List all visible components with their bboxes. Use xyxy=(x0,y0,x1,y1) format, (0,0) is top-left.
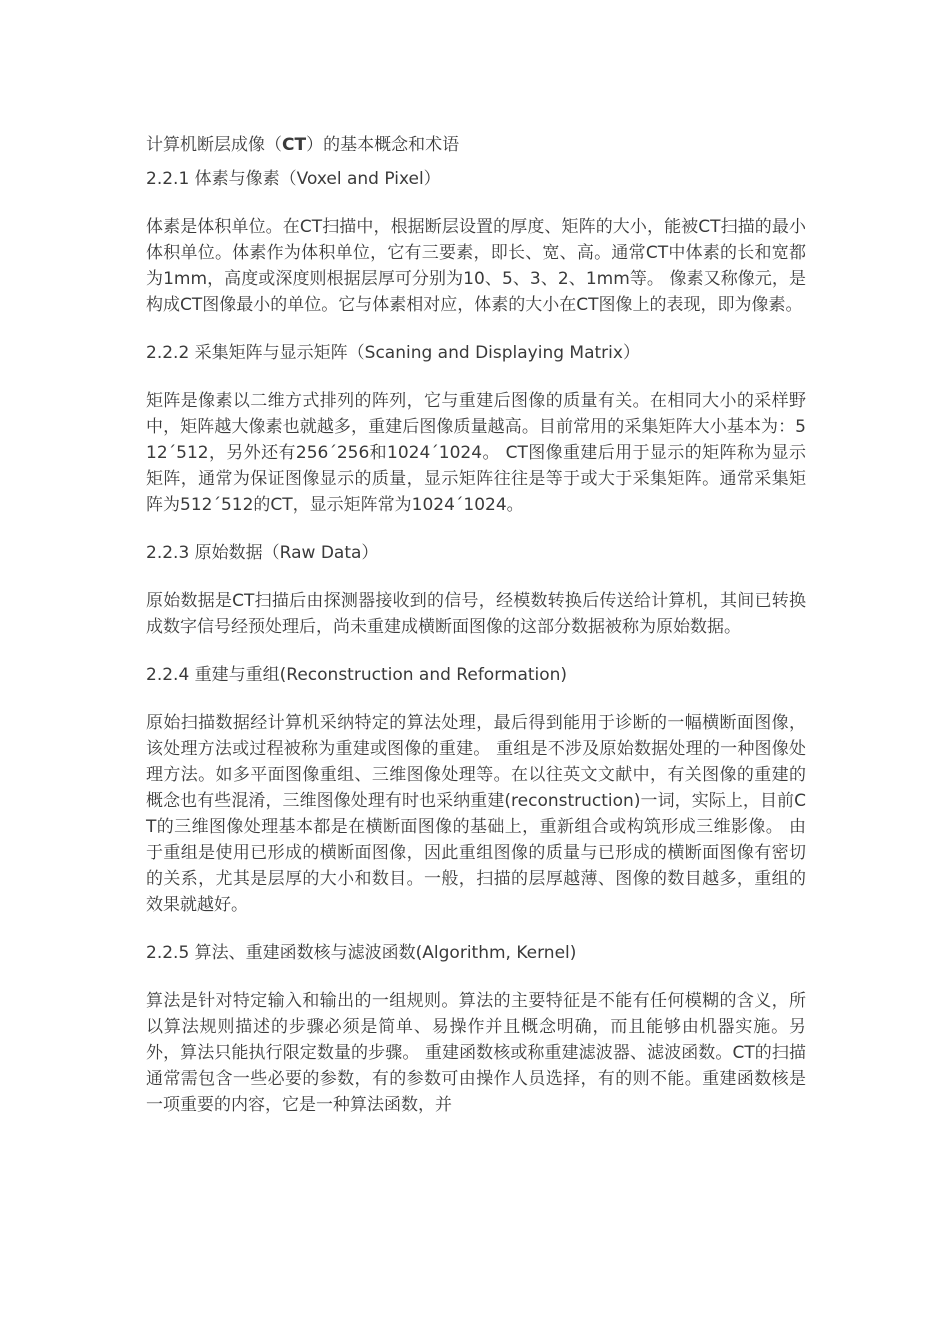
section-heading-reconstruction: 2.2.4 重建与重组(Reconstruction and Reformation) xyxy=(146,665,568,685)
title-ct: CT xyxy=(282,135,307,155)
section-heading-matrix: 2.2.2 采集矩阵与显示矩阵（Scaning and Displaying Matrix） xyxy=(146,343,640,363)
section-body-matrix: 矩阵是像素以二维方式排列的阵列，它与重建后图像的质量有关。在相同大小的采样野中，矩阵越大像素也就越多，重建后图像质量越高。目前常用的采集矩阵大小基本为：512´512，另外还有256´256和1024´1024。 CT图像重建后用于显示的矩阵称为显示矩阵，通常为保证图像显示的质量，显示矩阵往往是等于或大于采集矩阵。通常采集矩阵为512´512的CT，显示矩阵常为1024´1024。 xyxy=(146,391,806,515)
document-title xyxy=(146,132,806,158)
section-body-algorithm: 算法是针对特定输入和输出的一组规则。算法的主要特征是不能有任何模糊的含义，所以算法规则描述的步骤必须是简单、易操作并且概念明确，而且能够由机器实施。另外，算法只能执行限定数量的步骤。 重建函数核或称重建滤波器、滤波函数。CT的扫描通常需包含一些必要的参数，有的参数可由操作人员选择，有的则不能。重建函数核是一项重要的内容，它是一种算法函数，并 xyxy=(146,991,806,1115)
section-body-reconstruction: 原始扫描数据经计算机采纳特定的算法处理，最后得到能用于诊断的一幅横断面图像，该处理方法或过程被称为重建或图像的重建。 重组是不涉及原始数据处理的一种图像处理方法。如多平面图像重组、三维图像处理等。在以往英文文献中，有关图像的重建的概念也有些混淆，三维图像处理有时也采纳重建(reconstruction)一词，实际上，目前CT的三维图像处理基本都是在横断面图像的基础上，重新组合或构筑形成三维影像。 由于重组是使用已形成的横断面图像，因此重组图像的质量与已形成的横断面图像有密切的关系，尤其是层厚的大小和数目。一般，扫描的层厚越薄、图像的数目越多，重组的效果就越好。 xyxy=(146,713,806,915)
section-heading-algorithm: 2.2.5 算法、重建函数核与滤波函数(Algorithm, Kernel) xyxy=(146,943,577,963)
title-suffix: ）的基本概念和术语 xyxy=(306,135,460,155)
section-body-voxel-pixel: 体素是体积单位。在CT扫描中，根据断层设置的厚度、矩阵的大小，能被CT扫描的最小体积单位。体素作为体积单位，它有三要素，即长、宽、高。通常CT中体素的长和宽都为1mm，高度或深度则根据层厚可分别为10、5、3、2、1mm等。 像素又称像元，是构成CT图像最小的单位。它与体素相对应，体素的大小在CT图像上的表现，即为像素。 xyxy=(146,217,806,315)
title-prefix: 计算机断层成像（ xyxy=(146,135,282,155)
section-heading-voxel-pixel: 2.2.1 体素与像素（Voxel and Pixel） xyxy=(146,169,441,189)
document-page xyxy=(146,132,806,1118)
section-body-raw-data: 原始数据是CT扫描后由探测器接收到的信号，经模数转换后传送给计算机，其间已转换成数字信号经预处理后，尚未重建成横断面图像的这部分数据被称为原始数据。 xyxy=(146,591,806,637)
section-heading-raw-data: 2.2.3 原始数据（Raw Data） xyxy=(146,543,379,563)
